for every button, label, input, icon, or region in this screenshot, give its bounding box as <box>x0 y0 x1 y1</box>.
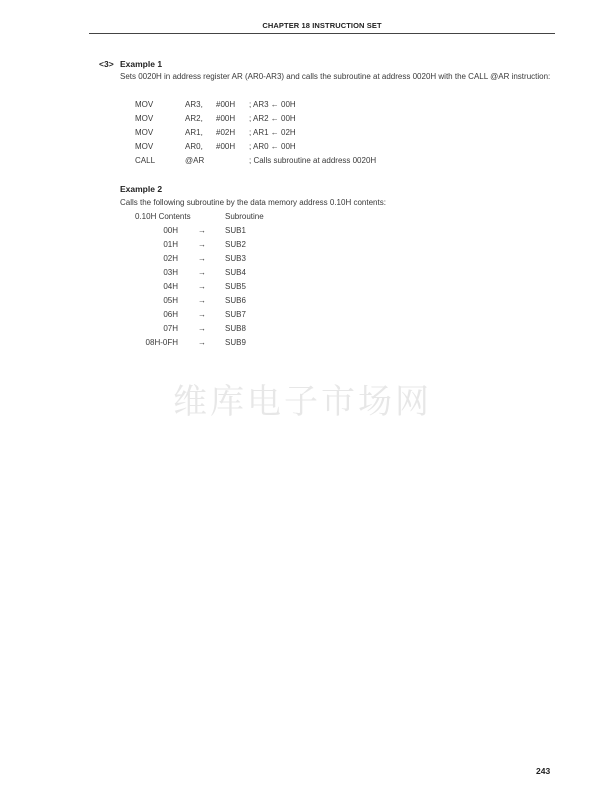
memory-contents: 01H <box>163 240 178 249</box>
right-arrow-icon: → <box>198 338 206 347</box>
code-operand2: #00H <box>216 114 236 123</box>
table-header-contents: 0.10H Contents <box>135 212 191 221</box>
subroutine-name: SUB6 <box>225 296 246 305</box>
memory-contents: 04H <box>163 282 178 291</box>
code-operand1: AR0, <box>185 142 203 151</box>
code-comment: ; Calls subroutine at address 0020H <box>249 156 377 165</box>
example1-description: Sets 0020H in address register AR (AR0-AR3) and calls the subroutine at address 0020H with the CALL @AR instruction: <box>120 72 551 81</box>
code-operand1: @AR <box>185 156 205 165</box>
subroutine-name: SUB9 <box>225 338 246 347</box>
code-opcode: MOV <box>135 100 154 109</box>
table-header-subroutine: Subroutine <box>225 212 264 221</box>
right-arrow-icon: → <box>198 240 206 249</box>
example2-description: Calls the following subroutine by the data memory address 0.10H contents: <box>120 198 386 207</box>
example2-heading: Example 2 <box>120 184 163 194</box>
code-operand2: #00H <box>216 142 236 151</box>
right-arrow-icon: → <box>198 324 206 333</box>
memory-contents: 08H-0FH <box>145 338 178 347</box>
subroutine-name: SUB4 <box>225 268 246 277</box>
memory-contents: 05H <box>163 296 178 305</box>
right-arrow-icon: → <box>198 254 206 263</box>
subroutine-name: SUB3 <box>225 254 246 263</box>
memory-contents: 06H <box>163 310 178 319</box>
code-opcode: CALL <box>135 156 156 165</box>
subroutine-name: SUB7 <box>225 310 246 319</box>
subroutine-name: SUB1 <box>225 226 246 235</box>
code-comment: ; AR1 ← 02H <box>249 128 296 137</box>
watermark: 维库电子市场网 <box>173 382 432 422</box>
memory-contents: 00H <box>163 226 178 235</box>
subroutine-name: SUB5 <box>225 282 246 291</box>
memory-contents: 02H <box>163 254 178 263</box>
code-operand2: #02H <box>216 128 236 137</box>
subroutine-name: SUB2 <box>225 240 246 249</box>
code-operand1: AR3, <box>185 100 203 109</box>
code-opcode: MOV <box>135 128 154 137</box>
section-number: <3> <box>99 59 114 69</box>
right-arrow-icon: → <box>198 268 206 277</box>
header-rule <box>89 33 555 34</box>
code-comment: ; AR2 ← 00H <box>249 114 296 123</box>
subroutine-name: SUB8 <box>225 324 246 333</box>
right-arrow-icon: → <box>198 296 206 305</box>
code-operand1: AR1, <box>185 128 203 137</box>
page-header: CHAPTER 18 INSTRUCTION SET <box>262 21 382 30</box>
code-operand1: AR2, <box>185 114 203 123</box>
memory-contents: 07H <box>163 324 178 333</box>
page-number: 243 <box>536 766 551 776</box>
right-arrow-icon: → <box>198 282 206 291</box>
memory-contents: 03H <box>163 268 178 277</box>
code-comment: ; AR3 ← 00H <box>249 100 296 109</box>
code-opcode: MOV <box>135 114 154 123</box>
code-opcode: MOV <box>135 142 154 151</box>
code-comment: ; AR0 ← 00H <box>249 142 296 151</box>
example1-heading: Example 1 <box>120 59 163 69</box>
right-arrow-icon: → <box>198 310 206 319</box>
right-arrow-icon: → <box>198 226 206 235</box>
code-operand2: #00H <box>216 100 236 109</box>
